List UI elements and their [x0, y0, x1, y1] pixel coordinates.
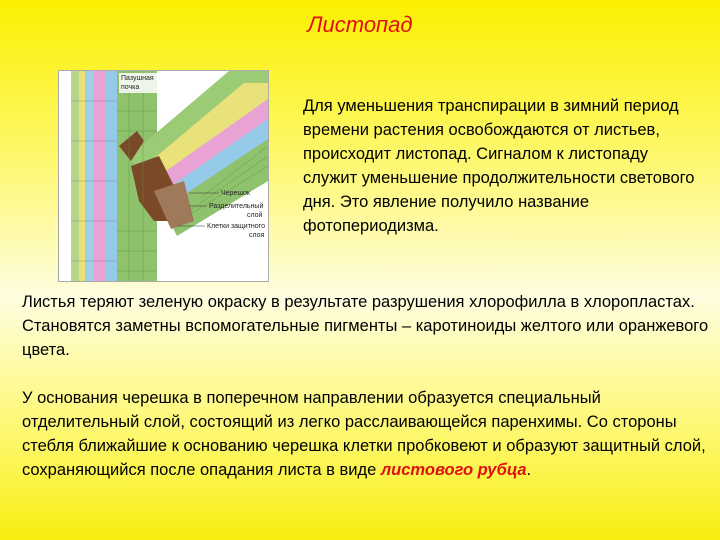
separation-layer-text: У основания черешка в поперечном направлении образуется специальный отделительный слой, состоящий из легко расслаивающейся паренхимы. Со стороны стебля ближайшие к основанию черешка клетки пробковеют и образуют защитный слой, сохраняющийся после опадания листа в виде	[22, 389, 706, 479]
bud-label-line1: Пазушная	[121, 75, 154, 82]
sentence-end: .	[526, 461, 532, 479]
leaf-scar-term: листового рубца	[380, 461, 527, 479]
paragraph-gap	[22, 362, 712, 386]
petiole-label: Черешок	[221, 190, 250, 197]
separation-layer-label-line2: слой	[247, 212, 263, 219]
protective-layer-label-line1: Клетки защитного	[207, 223, 265, 230]
bud-label-line2: почка	[121, 84, 140, 91]
explanation-block	[22, 290, 712, 482]
slide-title: Листопад	[307, 12, 413, 37]
protective-layer-label-line2: слоя	[249, 232, 265, 239]
intro-paragraph: Для уменьшения транспирации в зимний период времени растения освобождаются от листьев, происходит листопад. Сигналом к листопаду служит уменьшение продолжительности светового дня. Это явление получило название фотопериодизма.	[303, 97, 695, 235]
leaf-abscission-illustration	[58, 70, 269, 282]
separation-layer-label-line1: Разделительный	[209, 203, 264, 210]
pigment-paragraph: Листья теряют зеленую окраску в результате разрушения хлорофилла в хлоропластах. Становятся заметны вспомогательные пигменты – каротиноиды желтого или оранжевого цвета.	[22, 293, 709, 359]
separation-layer-paragraph	[22, 386, 712, 482]
